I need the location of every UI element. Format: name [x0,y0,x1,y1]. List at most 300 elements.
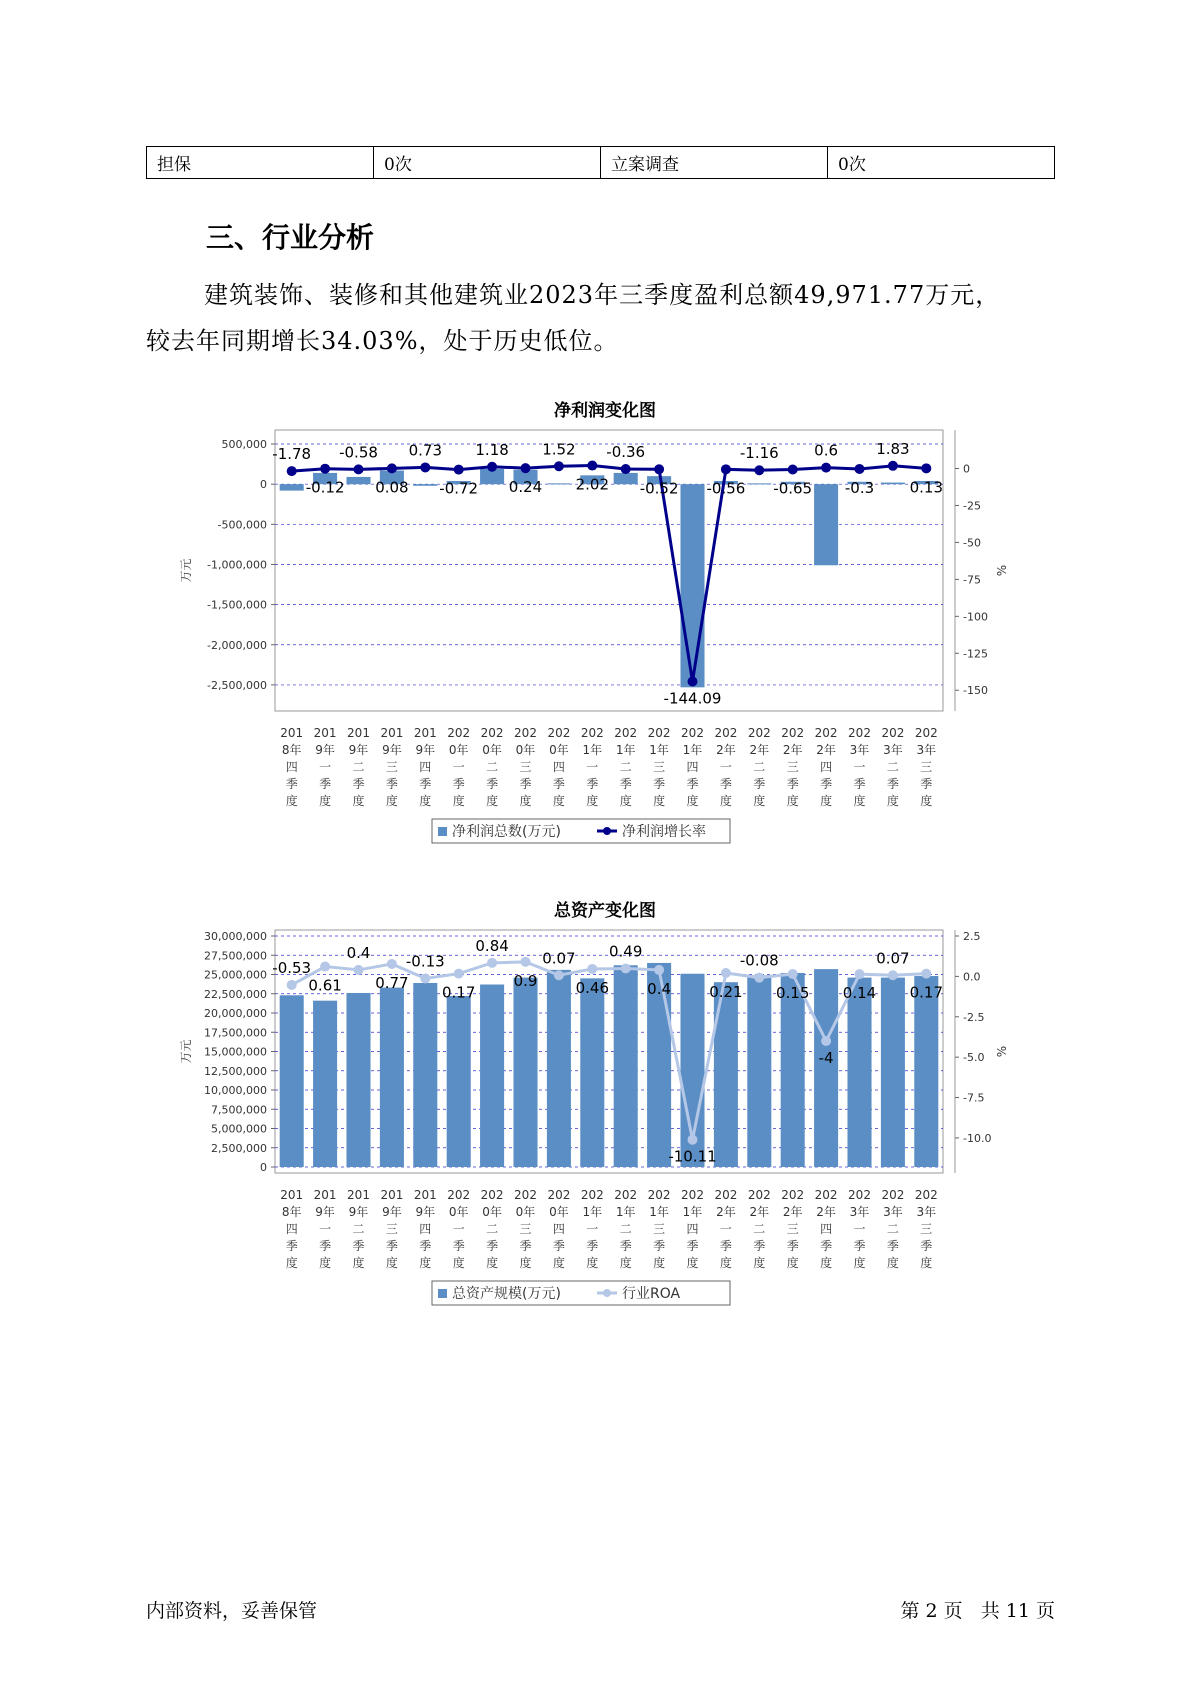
x-tick-label: 季 [719,1239,732,1253]
x-tick-label: 季 [319,777,332,791]
y-tick-label-right: -100 [963,610,988,624]
x-tick-label: 度 [385,1256,398,1270]
x-tick-label: 1年 [649,1205,669,1219]
line-point [788,464,798,474]
x-tick-label: 季 [786,1239,799,1253]
x-tick-label: 季 [385,1239,398,1253]
x-tick-label: 0年 [549,1205,569,1219]
bar [614,965,638,1167]
x-tick-label: 度 [552,794,565,808]
y-tick-label-left: 10,000,000 [204,1084,267,1097]
x-tick-label: 季 [452,777,465,791]
data-label: 0.46 [575,978,610,997]
x-tick-label: 二 [486,1222,499,1236]
x-tick-label: 四 [552,1222,565,1236]
x-tick-label: 度 [452,794,465,808]
legend-label-bar: 总资产规模(万元) [452,1286,561,1302]
x-tick-label: 二 [352,760,365,774]
x-tick-label: 度 [586,794,599,808]
x-tick-label: 201 [313,1188,337,1202]
x-tick-label: 9年 [315,1205,335,1219]
bar [513,978,537,1167]
x-tick-label: 度 [519,1256,532,1270]
x-tick-label: 三 [786,760,799,774]
data-label: 0.4 [647,979,672,998]
x-tick-label: 3年 [883,1205,903,1219]
data-label: 0.61 [308,976,342,995]
x-tick-label: 201 [313,726,337,740]
y-axis-label-left: 万元 [179,558,193,583]
y-tick-label-left: 2,500,000 [211,1141,267,1155]
x-tick-label: 季 [920,777,933,791]
y-tick-label-left: -500,000 [217,518,267,532]
x-tick-label: 202 [614,726,638,740]
x-tick-label: 度 [352,1256,365,1270]
x-tick-label: 二 [352,1222,365,1236]
x-tick-label: 四 [820,1222,833,1236]
x-tick-label: 8年 [281,1205,302,1219]
x-tick-label: 202 [681,1188,704,1202]
line-point [721,464,731,474]
legend-label-bar: 净利润总数(万元) [452,824,561,840]
line-point [554,970,564,980]
legend-label-line: 行业ROA [622,1286,681,1302]
x-tick-label: 201 [280,1188,304,1202]
x-tick-label: 度 [886,794,899,808]
line-point [654,965,664,975]
x-tick-label: 202 [681,726,704,740]
x-tick-label: 度 [619,794,632,808]
x-tick-label: 202 [814,726,838,740]
table-cell-label-guarantee: 担保 [147,147,374,179]
x-tick-label: 2年 [716,1205,736,1219]
x-tick-label: 0年 [482,743,502,757]
x-tick-label: 季 [552,1239,565,1253]
x-tick-label: 二 [486,760,499,774]
bar [447,996,471,1167]
x-tick-label: 202 [614,1188,638,1202]
data-label: -0.58 [339,443,378,462]
line-point [821,463,831,473]
x-tick-label: 9年 [415,1205,436,1219]
y-tick-label-right: 0 [963,462,970,476]
x-tick-label: 度 [719,1256,732,1270]
x-tick-label: 1年 [649,743,669,757]
x-tick-label: 202 [580,726,604,740]
total-assets-chart-svg [170,892,1040,1352]
data-label: -0.56 [706,479,746,498]
x-tick-label: 季 [653,777,666,791]
bar [280,484,304,490]
x-tick-label: 一 [319,760,332,774]
bar [747,975,771,1167]
y-tick-label-left: -1,500,000 [207,598,267,612]
x-tick-label: 季 [686,777,699,791]
x-tick-label: 度 [719,794,732,808]
y-tick-label-left: 15,000,000 [204,1045,267,1059]
x-tick-label: 度 [419,794,432,808]
legend-line-marker [603,827,611,835]
x-tick-label: 度 [619,1256,632,1270]
x-tick-label: 度 [853,794,866,808]
data-label: -4 [818,1049,834,1067]
x-tick-label: 3年 [849,1205,870,1219]
data-label: 0.4 [346,943,371,962]
line-point [587,461,597,471]
y-tick-label-left: 17,500,000 [204,1026,267,1040]
x-tick-label: 度 [319,794,332,808]
x-tick-label: 三 [653,760,666,774]
y-tick-label-left: 500,000 [221,438,267,452]
x-tick-label: 度 [753,794,766,808]
line-point [587,964,597,974]
y-tick-label-right: -5.0 [963,1051,985,1065]
x-tick-label: 三 [385,1222,398,1236]
data-label: 0.08 [375,478,409,497]
x-tick-label: 三 [519,760,532,774]
x-tick-label: 季 [653,1239,666,1253]
x-tick-label: 度 [786,1256,799,1270]
x-tick-label: 季 [519,1239,532,1253]
bar [680,484,704,687]
y-tick-label-right: -50 [963,536,981,550]
data-label: 0.07 [876,949,910,968]
data-label: 0.14 [842,984,877,1003]
x-tick-label: 三 [920,1222,933,1236]
data-label: 0.17 [909,983,944,1002]
y-tick-label-left: 0 [260,1161,267,1174]
x-tick-label: 二 [753,760,766,774]
y-tick-label-left: 27,500,000 [204,949,267,963]
x-tick-label: 度 [686,1256,699,1270]
y-tick-label-right: -10.0 [963,1131,992,1145]
x-tick-label: 二 [619,760,632,774]
line-point [454,465,464,475]
data-label: 0.17 [441,983,476,1002]
line-point [287,980,297,990]
data-label: -0.12 [305,478,345,497]
x-tick-label: 季 [686,1239,699,1253]
x-tick-label: 2年 [749,743,770,757]
x-tick-label: 度 [552,1256,565,1270]
x-tick-label: 四 [419,760,432,774]
x-tick-label: 一 [586,760,599,774]
line-point [420,973,430,983]
x-tick-label: 2年 [816,743,836,757]
x-tick-label: 四 [820,760,833,774]
info-table [146,146,1055,179]
x-tick-label: 季 [285,1239,298,1253]
x-tick-label: 度 [419,1256,432,1270]
line-point [420,462,430,472]
bar [547,970,571,1167]
x-tick-label: 一 [452,760,465,774]
y-tick-label-right: 0.0 [963,970,981,984]
x-tick-label: 2年 [782,1205,803,1219]
data-label: -144.09 [663,689,722,708]
x-tick-label: 度 [285,1256,298,1270]
y-tick-label-right: -125 [963,647,988,661]
x-tick-label: 0年 [549,743,569,757]
line-point [387,959,397,969]
line-point [320,464,330,474]
line-point [487,958,497,968]
x-tick-label: 一 [853,760,866,774]
x-tick-label: 0年 [448,1205,469,1219]
total-assets-chart [170,892,1040,1352]
x-tick-label: 季 [753,1239,766,1253]
line-point [754,973,764,983]
legend-line-marker [603,1289,611,1297]
x-tick-label: 度 [519,794,532,808]
x-tick-label: 季 [586,777,599,791]
x-tick-label: 季 [519,777,532,791]
data-label: -0.52 [639,479,679,498]
x-tick-label: 2年 [749,1205,770,1219]
x-tick-label: 度 [820,794,833,808]
x-tick-label: 202 [447,726,471,740]
x-tick-label: 201 [380,1188,404,1202]
y-tick-label-right: -150 [963,684,988,698]
x-tick-label: 8年 [281,743,302,757]
line-point [387,463,397,473]
data-label: 1.18 [475,440,509,459]
line-point [354,464,364,474]
x-tick-label: 9年 [315,743,335,757]
x-tick-label: 一 [719,760,732,774]
x-tick-label: 201 [280,726,304,740]
x-tick-label: 2年 [816,1205,836,1219]
x-tick-label: 202 [781,1188,805,1202]
x-tick-label: 1年 [682,743,703,757]
x-tick-label: 2年 [782,743,803,757]
x-tick-label: 一 [853,1222,866,1236]
data-label: 0.84 [475,936,509,955]
line-point [821,1036,831,1046]
x-tick-label: 度 [486,794,499,808]
x-tick-label: 202 [814,1188,838,1202]
x-tick-label: 季 [753,777,766,791]
x-tick-label: 季 [886,777,899,791]
plot-area-frame [275,430,943,711]
y-tick-label-left: -2,500,000 [207,678,267,692]
x-tick-label: 度 [285,794,298,808]
x-tick-label: 3年 [916,1205,937,1219]
x-tick-label: 四 [686,1222,699,1236]
x-tick-label: 202 [514,1188,537,1202]
data-label: 0.49 [608,942,643,961]
x-tick-label: 201 [413,1188,437,1202]
x-tick-label: 季 [452,1239,465,1253]
net-profit-chart [170,392,1040,852]
bar [881,978,905,1167]
x-tick-label: 季 [419,1239,432,1253]
x-tick-label: 度 [452,1256,465,1270]
x-tick-label: 季 [920,1239,933,1253]
x-tick-label: 0年 [515,1205,536,1219]
x-tick-label: 0年 [515,743,536,757]
x-tick-label: 1年 [582,743,603,757]
x-tick-label: 202 [914,1188,938,1202]
y-axis-label-right: % [995,1045,1009,1058]
x-tick-label: 3年 [883,743,903,757]
line-point [855,969,865,979]
x-tick-label: 季 [552,777,565,791]
x-tick-label: 季 [619,777,632,791]
x-tick-label: 季 [853,777,866,791]
bar [380,988,404,1167]
line-point [921,969,931,979]
line-point [888,461,898,471]
y-tick-label-left: 7,500,000 [211,1103,267,1117]
data-label: 0.21 [709,982,743,1001]
table-cell-label-investigation: 立案调查 [601,147,828,179]
x-tick-label: 一 [452,1222,465,1236]
paragraph-line-1-text: 建筑装饰、装修和其他建筑业2023年三季度盈利总额49,971.77万元， [204,281,1001,309]
bar [346,993,370,1167]
x-tick-label: 202 [747,1188,771,1202]
x-tick-label: 度 [385,794,398,808]
x-tick-label: 1年 [682,1205,703,1219]
x-tick-label: 202 [714,726,738,740]
x-tick-label: 二 [886,760,899,774]
x-tick-label: 1年 [615,743,636,757]
table-row [147,147,1055,179]
x-tick-label: 202 [447,1188,471,1202]
x-tick-label: 度 [319,1256,332,1270]
x-tick-label: 9年 [415,743,436,757]
bar [346,477,370,484]
y-tick-label-left: 20,000,000 [204,1007,267,1020]
line-point [354,965,364,975]
legend-bar-swatch [438,1289,447,1298]
x-tick-label: 202 [647,1188,671,1202]
data-label: -1.16 [739,444,779,463]
x-tick-label: 三 [385,760,398,774]
data-label: 0.73 [408,441,443,460]
line-point [855,464,865,474]
x-tick-label: 度 [920,1256,933,1270]
data-label: 1.83 [876,439,910,458]
y-axis-label-right: % [995,564,1009,577]
x-tick-label: 202 [881,726,905,740]
y-tick-label-left: 5,000,000 [211,1122,267,1136]
x-tick-label: 一 [719,1222,732,1236]
line-point [721,968,731,978]
x-tick-label: 二 [886,1222,899,1236]
line-point [688,1135,698,1145]
data-label: 2.02 [575,475,610,494]
x-tick-label: 季 [419,777,432,791]
line-point [754,465,764,475]
x-tick-label: 202 [547,726,571,740]
x-tick-label: 度 [886,1256,899,1270]
x-tick-label: 9年 [382,743,402,757]
x-tick-label: 四 [552,760,565,774]
x-tick-label: 季 [853,1239,866,1253]
x-tick-label: 202 [647,726,671,740]
line-point [554,461,564,471]
x-tick-label: 季 [352,1239,365,1253]
bar [413,484,437,486]
legend-label-line: 净利润增长率 [622,824,706,840]
bar [413,983,437,1167]
line-point [654,464,664,474]
y-tick-label-left: 30,000,000 [204,930,267,943]
data-label: -0.3 [844,478,875,497]
x-tick-label: 度 [786,794,799,808]
data-label: 0.77 [375,973,409,992]
x-tick-label: 202 [480,1188,504,1202]
data-label: 0.24 [508,478,543,497]
x-tick-label: 201 [347,726,370,740]
table-cell-value-investigation: 0次 [828,147,1055,179]
data-label: -0.08 [739,951,779,970]
paragraph-line-1 [146,272,1061,318]
x-tick-label: 四 [285,760,298,774]
x-tick-label: 202 [881,1188,905,1202]
chart-title: 净利润变化图 [554,401,656,421]
x-tick-label: 度 [686,794,699,808]
bar [747,483,771,484]
x-tick-label: 度 [586,1256,599,1270]
line-point [287,466,297,476]
y-tick-label-left: -1,000,000 [207,558,267,572]
data-label: -0.65 [773,479,813,498]
line-point [621,963,631,973]
data-label: -0.36 [606,443,646,462]
data-label: 1.52 [542,440,576,459]
line-point [921,463,931,473]
x-tick-label: 201 [413,726,437,740]
bar [480,985,504,1167]
x-tick-label: 季 [820,1239,833,1253]
x-tick-label: 201 [380,726,404,740]
x-tick-label: 0年 [482,1205,502,1219]
section-heading: 三、行业分析 [206,221,375,254]
x-tick-label: 度 [653,1256,666,1270]
line-point [454,969,464,979]
x-tick-label: 季 [319,1239,332,1253]
line-point [521,957,531,967]
x-tick-label: 一 [586,1222,599,1236]
y-tick-label-right: -75 [963,573,981,587]
data-label: -0.72 [439,479,479,498]
bar [781,973,805,1167]
bar [313,1001,337,1167]
x-tick-label: 202 [580,1188,604,1202]
y-tick-label-left: 22,500,000 [204,987,267,1001]
y-tick-label-right: -25 [963,499,981,513]
x-tick-label: 202 [914,726,938,740]
x-tick-label: 202 [747,726,771,740]
chart-title: 总资产变化图 [554,901,656,921]
x-tick-label: 2年 [716,743,736,757]
line-point [788,969,798,979]
data-label: 0.13 [909,478,944,497]
line-point [521,463,531,473]
y-tick-label-left: 25,000,000 [204,968,267,982]
x-tick-label: 202 [848,1188,871,1202]
x-tick-label: 季 [786,777,799,791]
x-tick-label: 三 [519,1222,532,1236]
net-profit-chart-svg [170,392,1040,852]
bar [881,483,905,485]
data-label: -0.53 [272,958,312,977]
line-point [888,970,898,980]
data-label: -1.78 [272,445,312,464]
y-tick-label-right: -7.5 [963,1091,985,1105]
